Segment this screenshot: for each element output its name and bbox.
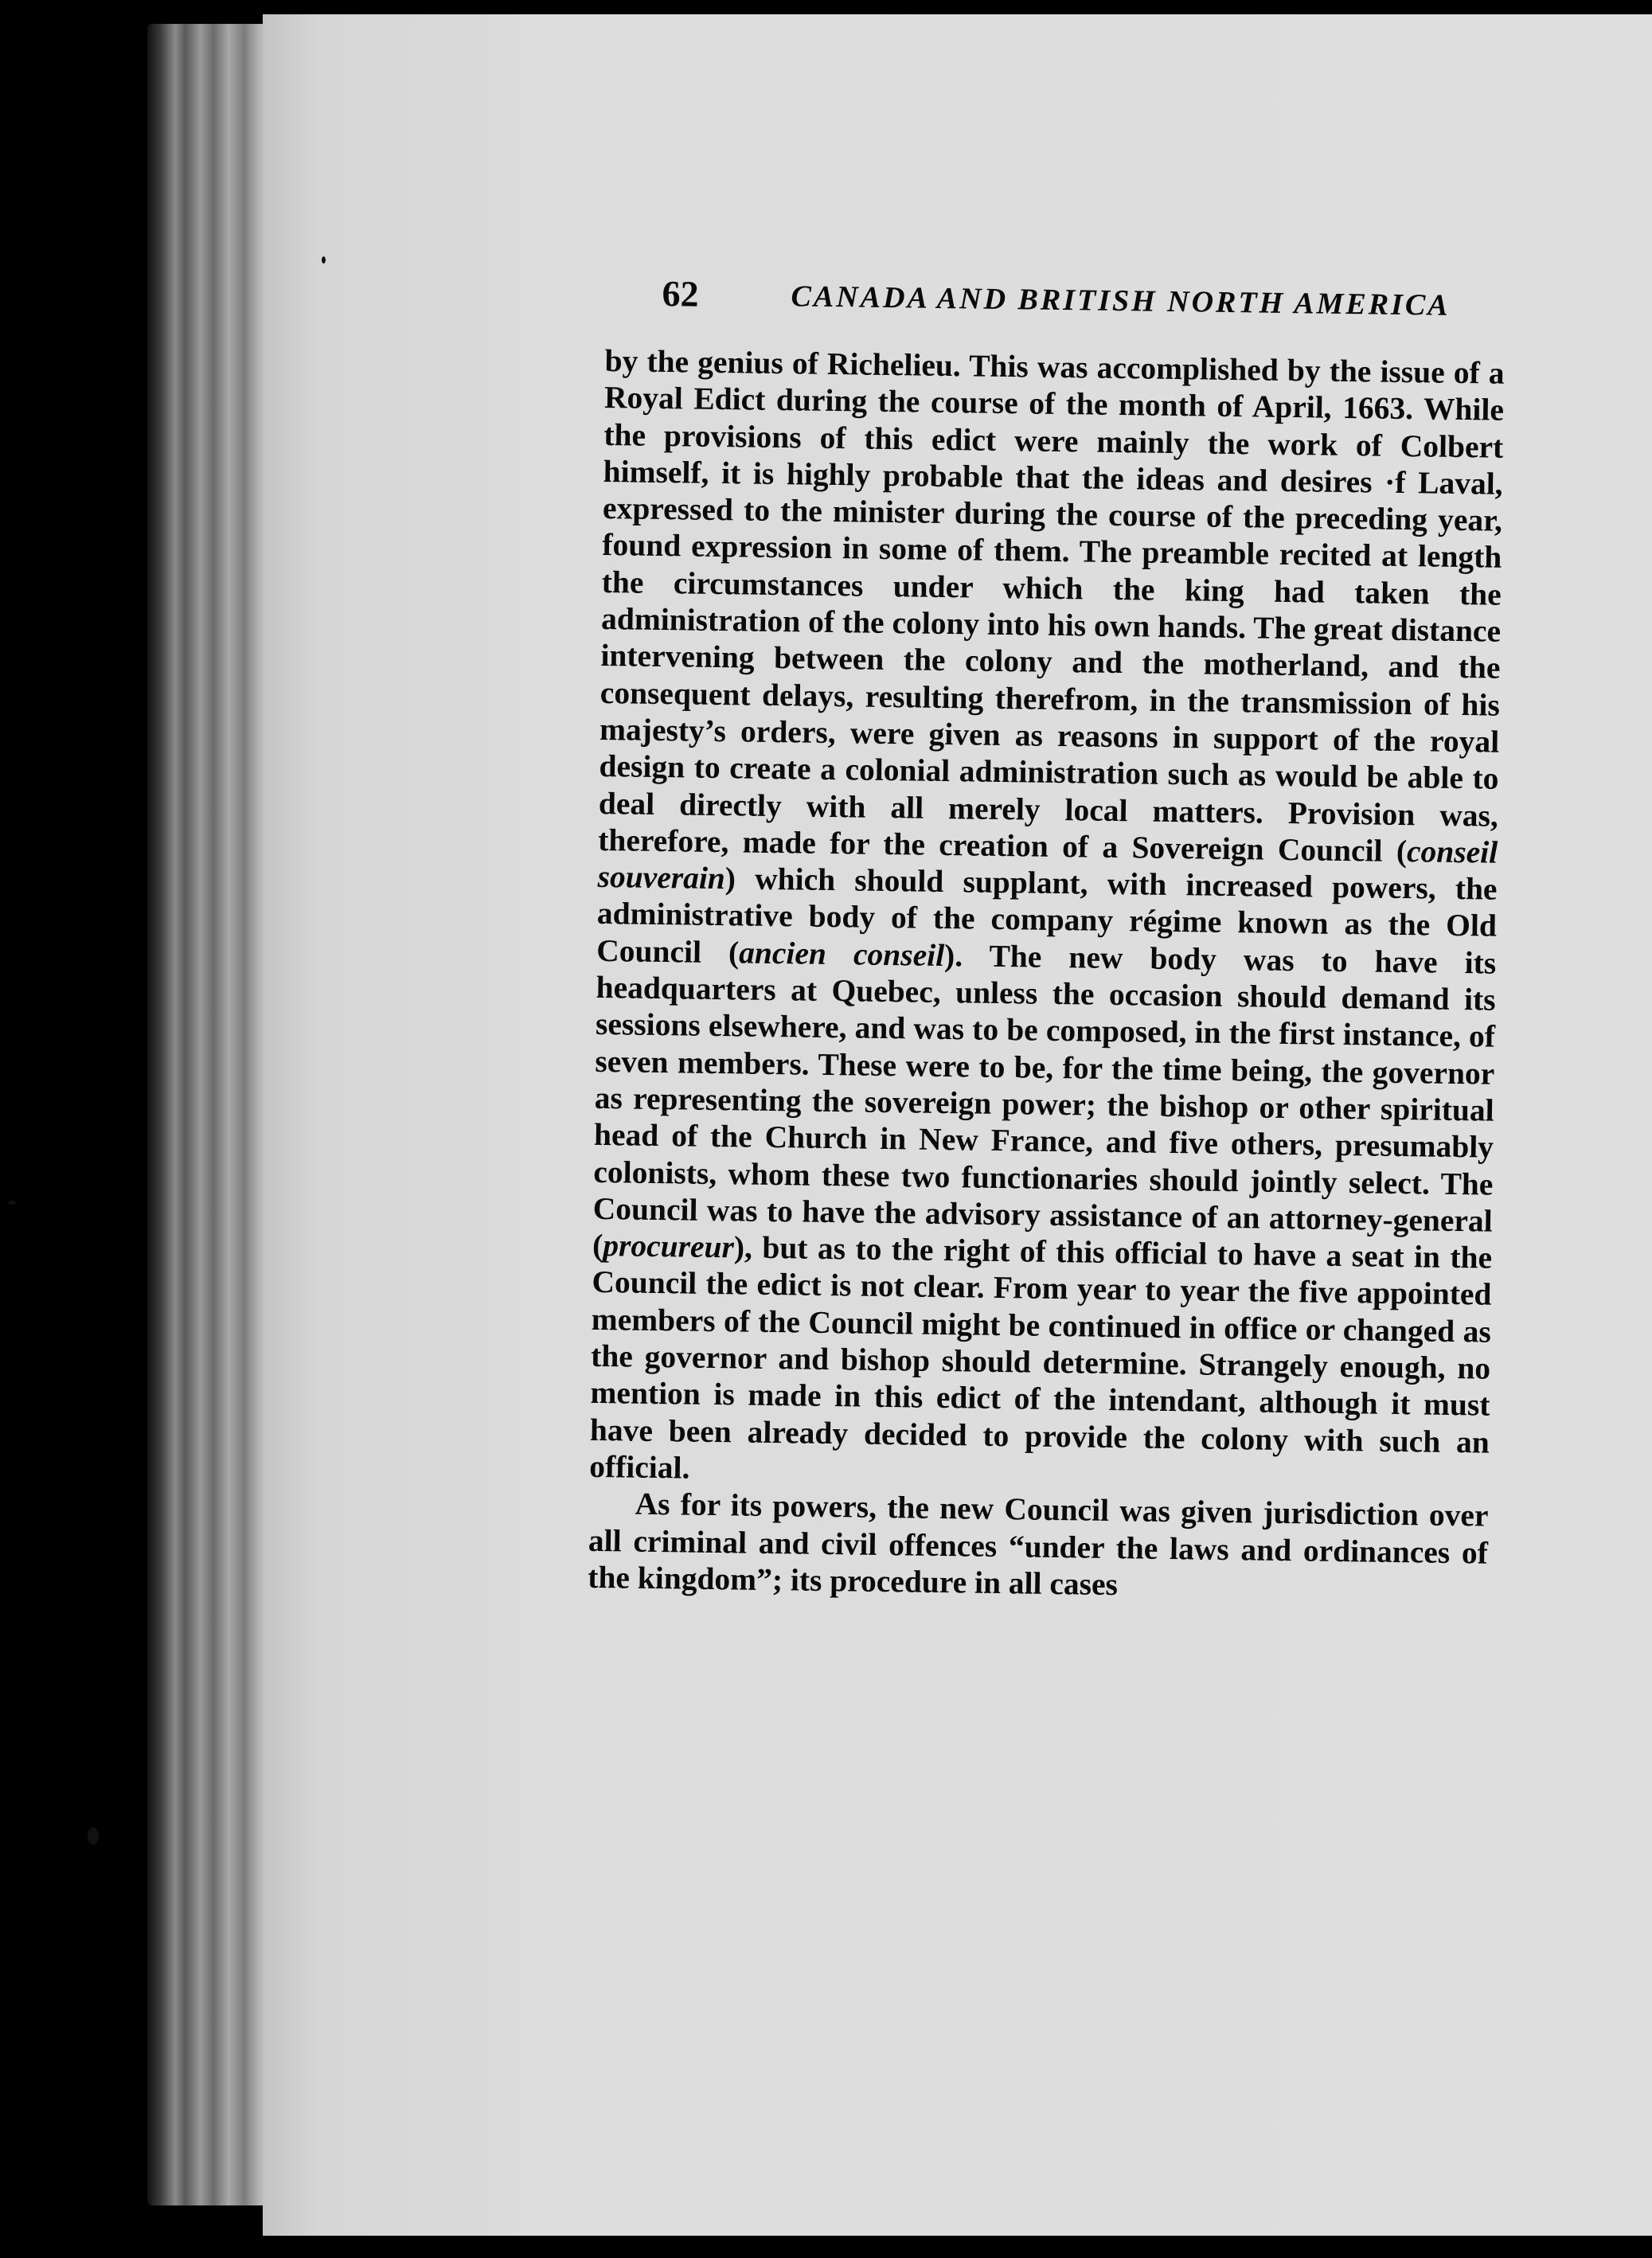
text-run: ), but as to the right of this official to have a seat in the Council the edict is not clear. From year to year the five appointed members of the Council might be continued in office or changed as the governor and bishop should determine. Strangely enough, no mention is made in this edict of the intendant, although it must have been already decided to provide the colony with such an official. — [588, 1229, 1493, 1486]
text-run: As for its powers, the new Council was given jurisdiction over all criminal and civil offences “under the laws and ordinances of the kingdom”; its procedure in all cases — [588, 1486, 1489, 1602]
running-title: CANADA AND BRITISH NORTH AMERICA — [791, 279, 1451, 322]
text-run: by the genius of Richelieu. This was accomplished by the issue of a Royal Edict during the course of the month of April, 1663. While the provisions of this edict were mainly the work of Colbert himself, it is highly probable that the ideas and desires ·f Laval, expressed to the minister during the course of the preceding year, found expression in some of them. The preamble recited at length the circumstances under which the king had taken the administration of the colony into his own hands. The great distance intervening between the colony and the motherland, and the consequent delays, resulting therefrom, in the transmission of his majesty’s orders, were given as reasons in support of the royal design to create a colonial administration such as would be able to deal directly with all merely local matters. Provision was, therefore, made for the creation of a Sovereign Council ( — [597, 342, 1505, 869]
scan-speck — [88, 1827, 99, 1845]
italic-phrase: procureur — [603, 1228, 735, 1265]
body-text — [588, 342, 1505, 1608]
page-number: 62 — [662, 272, 699, 314]
paragraph — [589, 342, 1505, 1498]
page-header — [662, 272, 1451, 338]
text-run: ) which should supplant, with increased powers, the administrative body of the company régime known as the Old Council ( — [596, 861, 1498, 971]
italic-phrase: ancien conseil — [738, 935, 945, 973]
text-run: ). The new body was to have its headquarters at Quebec, unless the occasion should demand its sessions elsewhere, and was to be composed, in the first instance, of seven members. These were to be, for the time being, the governor as representing the sovereign power; the bishop or other spiritual head of the Church in New France, and five others, presumably colonists, whom these two functionaries should jointly select. The Council was to have the advisory assistance of an attorney-general ( — [592, 937, 1497, 1264]
paragraph — [588, 1485, 1489, 1608]
scan-speck — [322, 256, 326, 264]
book-page-edges — [147, 24, 275, 2205]
scan-speck — [8, 1201, 16, 1205]
italic-phrase: conseil souverain — [597, 833, 1498, 897]
